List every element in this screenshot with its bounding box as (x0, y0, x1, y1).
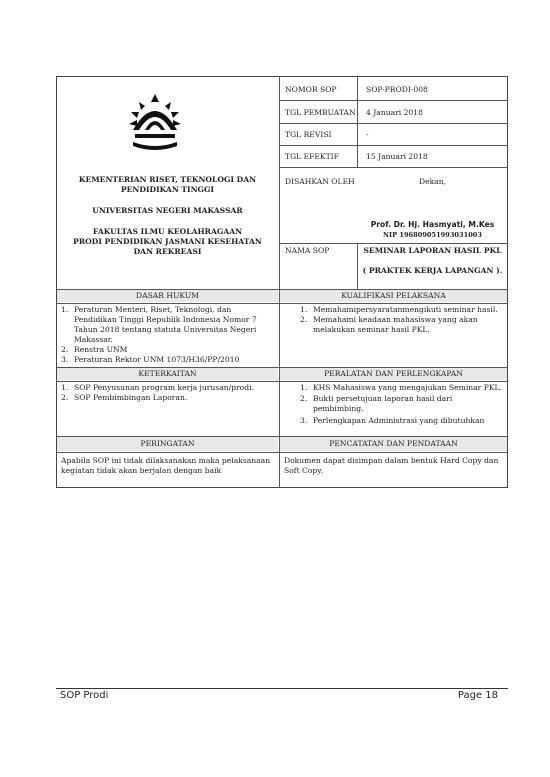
sop-name-line2: ( PRAKTEK KERJA LAPANGAN ). (362, 266, 503, 275)
sop-number-label: NOMOR SOP (285, 85, 337, 94)
sop-name-line1: SEMINAR LAPORAN HASIL PKL (363, 246, 502, 255)
kualifikasi-num-1: 1. (300, 305, 308, 314)
peralatan-text-2b: pembimbing. (313, 404, 364, 413)
peringatan-line-1: Apabila SOP ini tidak dilaksanakan maka pelaksanaan (61, 456, 271, 465)
institution-line2: PENDIDIKAN TINGGI (120, 185, 215, 194)
approver-name: Prof. Dr. Hj. Hasmyati, M.Kes (370, 220, 495, 229)
dasar-hukum-text-1d: Makassar. (74, 335, 113, 344)
revision-date-value: - (366, 130, 369, 139)
dasar-hukum-num-3: 3. (61, 355, 69, 364)
peralatan-text-1: KHS Mahasiswa yang mengajukan Seminar PKL. (313, 383, 502, 392)
peralatan-num-3: 3. (300, 416, 308, 425)
pencatatan-header: PENCATATAN DAN PENDATAAN (280, 437, 507, 451)
sop-table (56, 76, 508, 488)
kualifikasi-text-1: Memahamipersyaratanmengikuti seminar hasil. (313, 305, 498, 314)
kualifikasi-header: KUALIFIKASI PELAKSANA (280, 290, 507, 302)
dasar-hukum-text-2: Renstra UNM (74, 345, 128, 354)
approver-role: Dekan, (418, 177, 447, 186)
approver-nip: NIP 196809051993031003 (383, 231, 482, 239)
sop-number-value: SOP-PRODI-008 (366, 85, 428, 94)
dasar-hukum-text-3: Peraturan Rektor UNM 1073/H36/PP/2010 (74, 355, 240, 364)
kualifikasi-num-2: 2. (300, 315, 308, 324)
created-date-value: 4 Januari 2018 (366, 108, 423, 117)
dasar-hukum-header: DASAR HUKUM (57, 290, 278, 302)
sop-name-label: NAMA SOP (285, 246, 330, 255)
peralatan-header: PERALATAN DAN PERLENGKAPAN (280, 368, 507, 380)
dasar-hukum-text-1c: Tahun 2018 tentang statuta Universitas Negeri (74, 325, 257, 334)
keterkaitan-num-2: 2. (61, 393, 69, 402)
peringatan-header: PERINGATAN (57, 437, 278, 451)
approved-by-label: DISAHKAN OLEH (285, 177, 355, 186)
institution-line4: FAKULTAS ILMU KEOLAHRAGAAN (92, 227, 243, 236)
institution-line6: DAN REKREASI (133, 247, 202, 256)
pencatatan-line-1: Dokumen dapat disimpan dalam bentuk Hard Copy dan (284, 456, 499, 465)
peralatan-num-2: 2. (300, 394, 308, 403)
peralatan-text-3: Perlengkapan Administrasi yang dibutuhkan (313, 416, 485, 425)
institution-line3: UNIVERSITAS NEGERI MAKASSAR (92, 206, 243, 215)
keterkaitan-text-1: SOP Penyusunan program kerja jurusan/prodi. (74, 383, 254, 392)
page-number: Page 18 (457, 690, 498, 701)
peralatan-num-1: 1. (300, 383, 308, 392)
peralatan-text-2: Bukti persetujuan laporan hasil dari (313, 394, 453, 403)
peringatan-line-2: kegiatan tidak akan berjalan dengan baik (61, 466, 222, 475)
dasar-hukum-text-1: Peraturan Menteri, Riset, Teknologi, dan (74, 305, 232, 314)
institution-line5: PRODI PENDIDIKAN JASMANI KESEHATAN (73, 237, 262, 246)
keterkaitan-text-2: SOP Pembimbingan Laporan. (74, 393, 188, 402)
revision-date-label: TGL REVISI (285, 130, 332, 139)
kualifikasi-text-2b: melakukan seminar hasil PKL. (313, 325, 430, 334)
pencatatan-line-2: Soft Copy. (284, 466, 323, 475)
dasar-hukum-text-1b: Pendidikan Tinggi Republik Indonesia Nomor 7 (74, 315, 257, 324)
effective-date-value: 15 Januari 2018 (366, 152, 428, 161)
kualifikasi-text-2: Memahami keadaan mahasiswa yang akan (313, 315, 478, 324)
created-date-label: TGL PEMBUATAN (285, 108, 356, 117)
keterkaitan-num-1: 1. (61, 383, 69, 392)
university-logo (125, 90, 185, 152)
dasar-hukum-num-1: 1. (61, 305, 69, 314)
institution-line1: KEMENTERIAN RISET, TEKNOLOGI DAN (78, 175, 257, 184)
effective-date-label: TGL EFEKTIF (285, 152, 339, 161)
keterkaitan-header: KETERKAITAN (57, 368, 278, 380)
footer-title: SOP Prodi (60, 690, 109, 701)
dasar-hukum-num-2: 2. (61, 345, 69, 354)
